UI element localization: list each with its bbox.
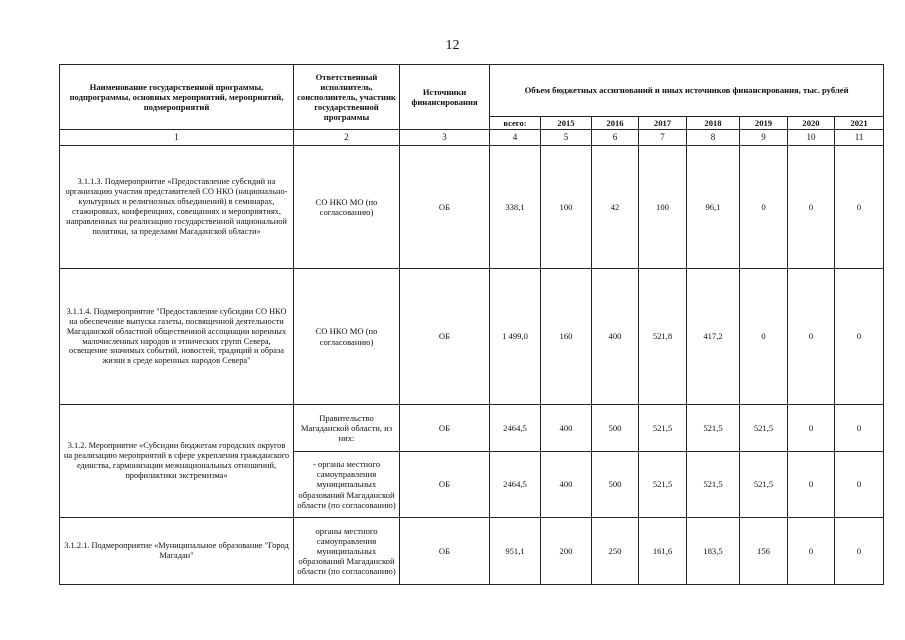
value-total: 2464,5 [490, 405, 541, 452]
row-executor: - органы местного самоуправления муниципальных образований Магаданской области (по согласованию) [294, 452, 400, 518]
value-2021: 0 [835, 452, 884, 518]
row-name: 3.1.1.3. Подмероприятие «Предоставление субсидий на организацию участия представителей СО НКО (национально-культурных и религиозных объединений) в семинарах, стажировках, конференциях, совещаниях и мероприятиях, направленных на реализацию государственной национальной политики, за пределами Магаданской области» [60, 146, 294, 269]
table-row [60, 518, 884, 585]
row-name: 3.1.2. Мероприятие «Субсидии бюджетам городских округов на реализацию мероприятий в сфере укрепления гражданского единства, гармонизации межнациональных отношений, профилактики экстремизма» [60, 405, 294, 518]
value-2017: 161,6 [639, 518, 687, 585]
value-2018: 183,5 [687, 518, 740, 585]
value-total: 2464,5 [490, 452, 541, 518]
value-2017: 521,8 [639, 269, 687, 405]
value-2018: 417,2 [687, 269, 740, 405]
value-2015: 400 [541, 405, 592, 452]
row-executor: Правительство Магаданской области, из них: [294, 405, 400, 452]
value-2021: 0 [835, 146, 884, 269]
row-source: ОБ [400, 518, 490, 585]
value-2021: 0 [835, 518, 884, 585]
value-2018: 96,1 [687, 146, 740, 269]
value-2017: 521,5 [639, 452, 687, 518]
value-2019: 0 [740, 269, 788, 405]
value-2020: 0 [788, 146, 835, 269]
value-2015: 200 [541, 518, 592, 585]
year-2015: 2015 [541, 117, 592, 130]
colnum: 8 [687, 130, 740, 146]
value-2020: 0 [788, 405, 835, 452]
row-source: ОБ [400, 452, 490, 518]
table-row [60, 405, 884, 452]
value-2019: 156 [740, 518, 788, 585]
column-numbers-row [60, 130, 884, 146]
value-2019: 521,5 [740, 452, 788, 518]
value-2020: 0 [788, 452, 835, 518]
value-2015: 100 [541, 146, 592, 269]
colnum: 6 [592, 130, 639, 146]
table-row [60, 269, 884, 405]
value-2019: 0 [740, 146, 788, 269]
row-executor: органы местного самоуправления муниципальных образований Магаданской области (по согласованию) [294, 518, 400, 585]
value-2018: 521,5 [687, 452, 740, 518]
value-2015: 400 [541, 452, 592, 518]
value-2019: 521,5 [740, 405, 788, 452]
value-2021: 0 [835, 405, 884, 452]
year-2017: 2017 [639, 117, 687, 130]
row-source: ОБ [400, 405, 490, 452]
value-total: 1 499,0 [490, 269, 541, 405]
budget-table [59, 64, 884, 585]
row-name: 3.1.1.4. Подмероприятие "Предоставление субсидии СО НКО на обеспечение выпуска газеты, посвященной деятельности Магаданской областной общественной ассоциации коренных малочисленных народов и этнических групп Севера, освещение значимых событий, новостей, традиций и образа жизни в среде коренных народов Севера" [60, 269, 294, 405]
value-2017: 521,5 [639, 405, 687, 452]
colnum: 3 [400, 130, 490, 146]
colnum: 1 [60, 130, 294, 146]
value-2021: 0 [835, 269, 884, 405]
value-2016: 500 [592, 452, 639, 518]
row-executor: СО НКО МО (по согласованию) [294, 146, 400, 269]
value-2016: 42 [592, 146, 639, 269]
year-2018: 2018 [687, 117, 740, 130]
header-volume: Объем бюджетных ассигнований и иных источников финансирования, тыс. рублей [490, 65, 884, 117]
value-2015: 160 [541, 269, 592, 405]
colnum: 5 [541, 130, 592, 146]
page-number: 12 [445, 38, 460, 53]
value-2016: 500 [592, 405, 639, 452]
value-total: 338,1 [490, 146, 541, 269]
row-name: 3.1.2.1. Подмероприятие «Муниципальное образование "Город Магадан" [60, 518, 294, 585]
value-2020: 0 [788, 518, 835, 585]
row-source: ОБ [400, 146, 490, 269]
colnum: 9 [740, 130, 788, 146]
value-2017: 100 [639, 146, 687, 269]
year-2021: 2021 [835, 117, 884, 130]
colnum: 10 [788, 130, 835, 146]
header-executor: Ответственный исполнитель, соисполнитель, участник государственной программы [294, 65, 400, 130]
value-2016: 400 [592, 269, 639, 405]
value-2018: 521,5 [687, 405, 740, 452]
colnum: 11 [835, 130, 884, 146]
colnum: 2 [294, 130, 400, 146]
year-2020: 2020 [788, 117, 835, 130]
value-2020: 0 [788, 269, 835, 405]
row-executor: СО НКО МО (по согласованию) [294, 269, 400, 405]
colnum: 7 [639, 130, 687, 146]
header-source: Источники финансирования [400, 65, 490, 130]
row-source: ОБ [400, 269, 490, 405]
header-name: Наименование государственной программы, подпрограммы, основных мероприятий, мероприятий, подмероприятий [60, 65, 294, 130]
year-total: всего: [490, 117, 541, 130]
year-2019: 2019 [740, 117, 788, 130]
table-row [60, 146, 884, 269]
value-2016: 250 [592, 518, 639, 585]
header-row [60, 65, 884, 117]
value-total: 951,1 [490, 518, 541, 585]
year-2016: 2016 [592, 117, 639, 130]
colnum: 4 [490, 130, 541, 146]
